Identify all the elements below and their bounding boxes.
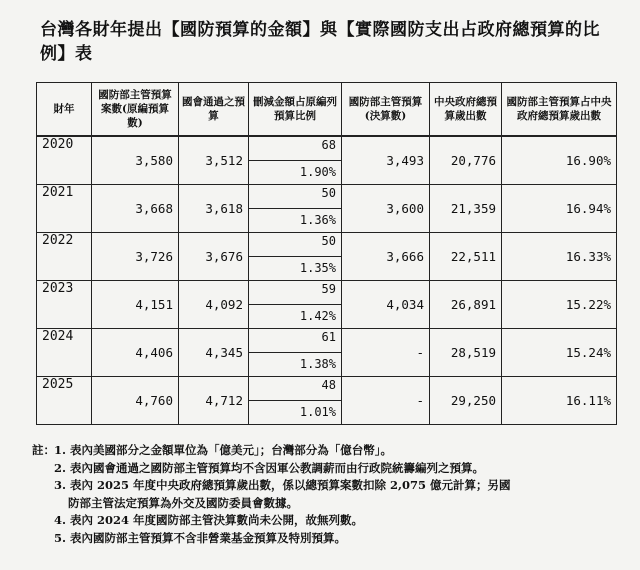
share-cell: 15.24%: [502, 329, 617, 377]
passed-budget-cell: 3,512: [179, 136, 249, 185]
notes: [32, 442, 632, 547]
year-cell: 2025: [37, 377, 92, 425]
note-row: [32, 530, 632, 548]
passed-budget-cell: 3,618: [179, 185, 249, 233]
cut-amount-cell: 50: [249, 185, 342, 209]
passed-budget-cell: 4,712: [179, 377, 249, 425]
cut-ratio-cell: 1.35%: [249, 257, 342, 281]
central-total-cell: 22,511: [430, 233, 502, 281]
table-row: [37, 281, 617, 305]
table-row: [37, 329, 617, 353]
cut-amount-cell: 50: [249, 233, 342, 257]
final-budget-cell: -: [342, 329, 430, 377]
header-year: 財年: [37, 83, 92, 137]
original-budget-cell: 4,151: [92, 281, 179, 329]
final-budget-cell: -: [342, 377, 430, 425]
year-cell: 2020: [37, 136, 92, 185]
header-cut-ratio: 刪減金額占原編列預算比例: [249, 83, 342, 137]
year-cell: 2021: [37, 185, 92, 233]
central-total-cell: 29,250: [430, 377, 502, 425]
share-cell: 15.22%: [502, 281, 617, 329]
header-final-budget: 國防部主管預算(決算數): [342, 83, 430, 137]
notes-label: 註：: [32, 443, 55, 457]
note-item: 3. 表內 2025 年度中央政府總預算歲出數，係以總預算案數扣除 2,075 億元計算；另國: [54, 478, 511, 492]
page-title: 台灣各財年提出【國防預算的金額】與【實際國防支出占政府總預算的比例】表: [40, 20, 600, 64]
original-budget-cell: 4,760: [92, 377, 179, 425]
note-item: 2. 表內國會通過之國防部主管預算均不含因軍公教調薪而由行政院統籌編列之預算。: [54, 460, 485, 475]
passed-budget-cell: 4,092: [179, 281, 249, 329]
note-row: [32, 512, 632, 530]
cut-ratio-cell: 1.38%: [249, 353, 342, 377]
table-body: [37, 136, 617, 425]
original-budget-cell: 3,668: [92, 185, 179, 233]
original-budget-cell: 3,580: [92, 136, 179, 185]
final-budget-cell: 4,034: [342, 281, 430, 329]
header-share: 國防部主管預算占中央政府總預算歲出數: [502, 83, 617, 137]
central-total-cell: 20,776: [430, 136, 502, 185]
cut-ratio-cell: 1.36%: [249, 209, 342, 233]
cut-amount-cell: 68: [249, 136, 342, 161]
note-item: 1. 表內美國部分之金額單位為「億美元」；台灣部分為「億台幣」。: [54, 443, 393, 457]
original-budget-cell: 3,726: [92, 233, 179, 281]
cut-amount-cell: 61: [249, 329, 342, 353]
table-header-row: [37, 83, 617, 137]
passed-budget-cell: 3,676: [179, 233, 249, 281]
header-passed-budget: 國會通過之預算: [179, 83, 249, 137]
header-central-total: 中央政府總預算歲出數: [430, 83, 502, 137]
table-row: [37, 185, 617, 209]
cut-amount-cell: 48: [249, 377, 342, 401]
defense-budget-table: [36, 82, 617, 425]
cut-ratio-cell: 1.01%: [249, 401, 342, 425]
central-total-cell: 26,891: [430, 281, 502, 329]
share-cell: 16.33%: [502, 233, 617, 281]
table-row: [37, 233, 617, 257]
final-budget-cell: 3,666: [342, 233, 430, 281]
original-budget-cell: 4,406: [92, 329, 179, 377]
year-cell: 2024: [37, 329, 92, 377]
share-cell: 16.94%: [502, 185, 617, 233]
note-row: [32, 495, 632, 513]
year-cell: 2023: [37, 281, 92, 329]
note-item: 4. 表內 2024 年度國防部主管決算數尚未公開，故無列數。: [54, 513, 364, 527]
note-item: 防部主管法定預算為外交及國防委員會數據。: [68, 495, 298, 510]
cut-amount-cell: 59: [249, 281, 342, 305]
central-total-cell: 28,519: [430, 329, 502, 377]
year-cell: 2022: [37, 233, 92, 281]
note-row: [32, 460, 632, 478]
table-row: [37, 377, 617, 401]
passed-budget-cell: 4,345: [179, 329, 249, 377]
note-row: [32, 442, 632, 460]
cut-ratio-cell: 1.90%: [249, 161, 342, 185]
final-budget-cell: 3,493: [342, 136, 430, 185]
share-cell: 16.11%: [502, 377, 617, 425]
header-original-budget: 國防部主管預算案數(原編預算數): [92, 83, 179, 137]
note-item: 5. 表內國防部主管預算不含非營業基金預算及特別預算。: [54, 530, 347, 545]
final-budget-cell: 3,600: [342, 185, 430, 233]
central-total-cell: 21,359: [430, 185, 502, 233]
share-cell: 16.90%: [502, 136, 617, 185]
note-row: [32, 477, 632, 495]
cut-ratio-cell: 1.42%: [249, 305, 342, 329]
table-row: [37, 136, 617, 161]
